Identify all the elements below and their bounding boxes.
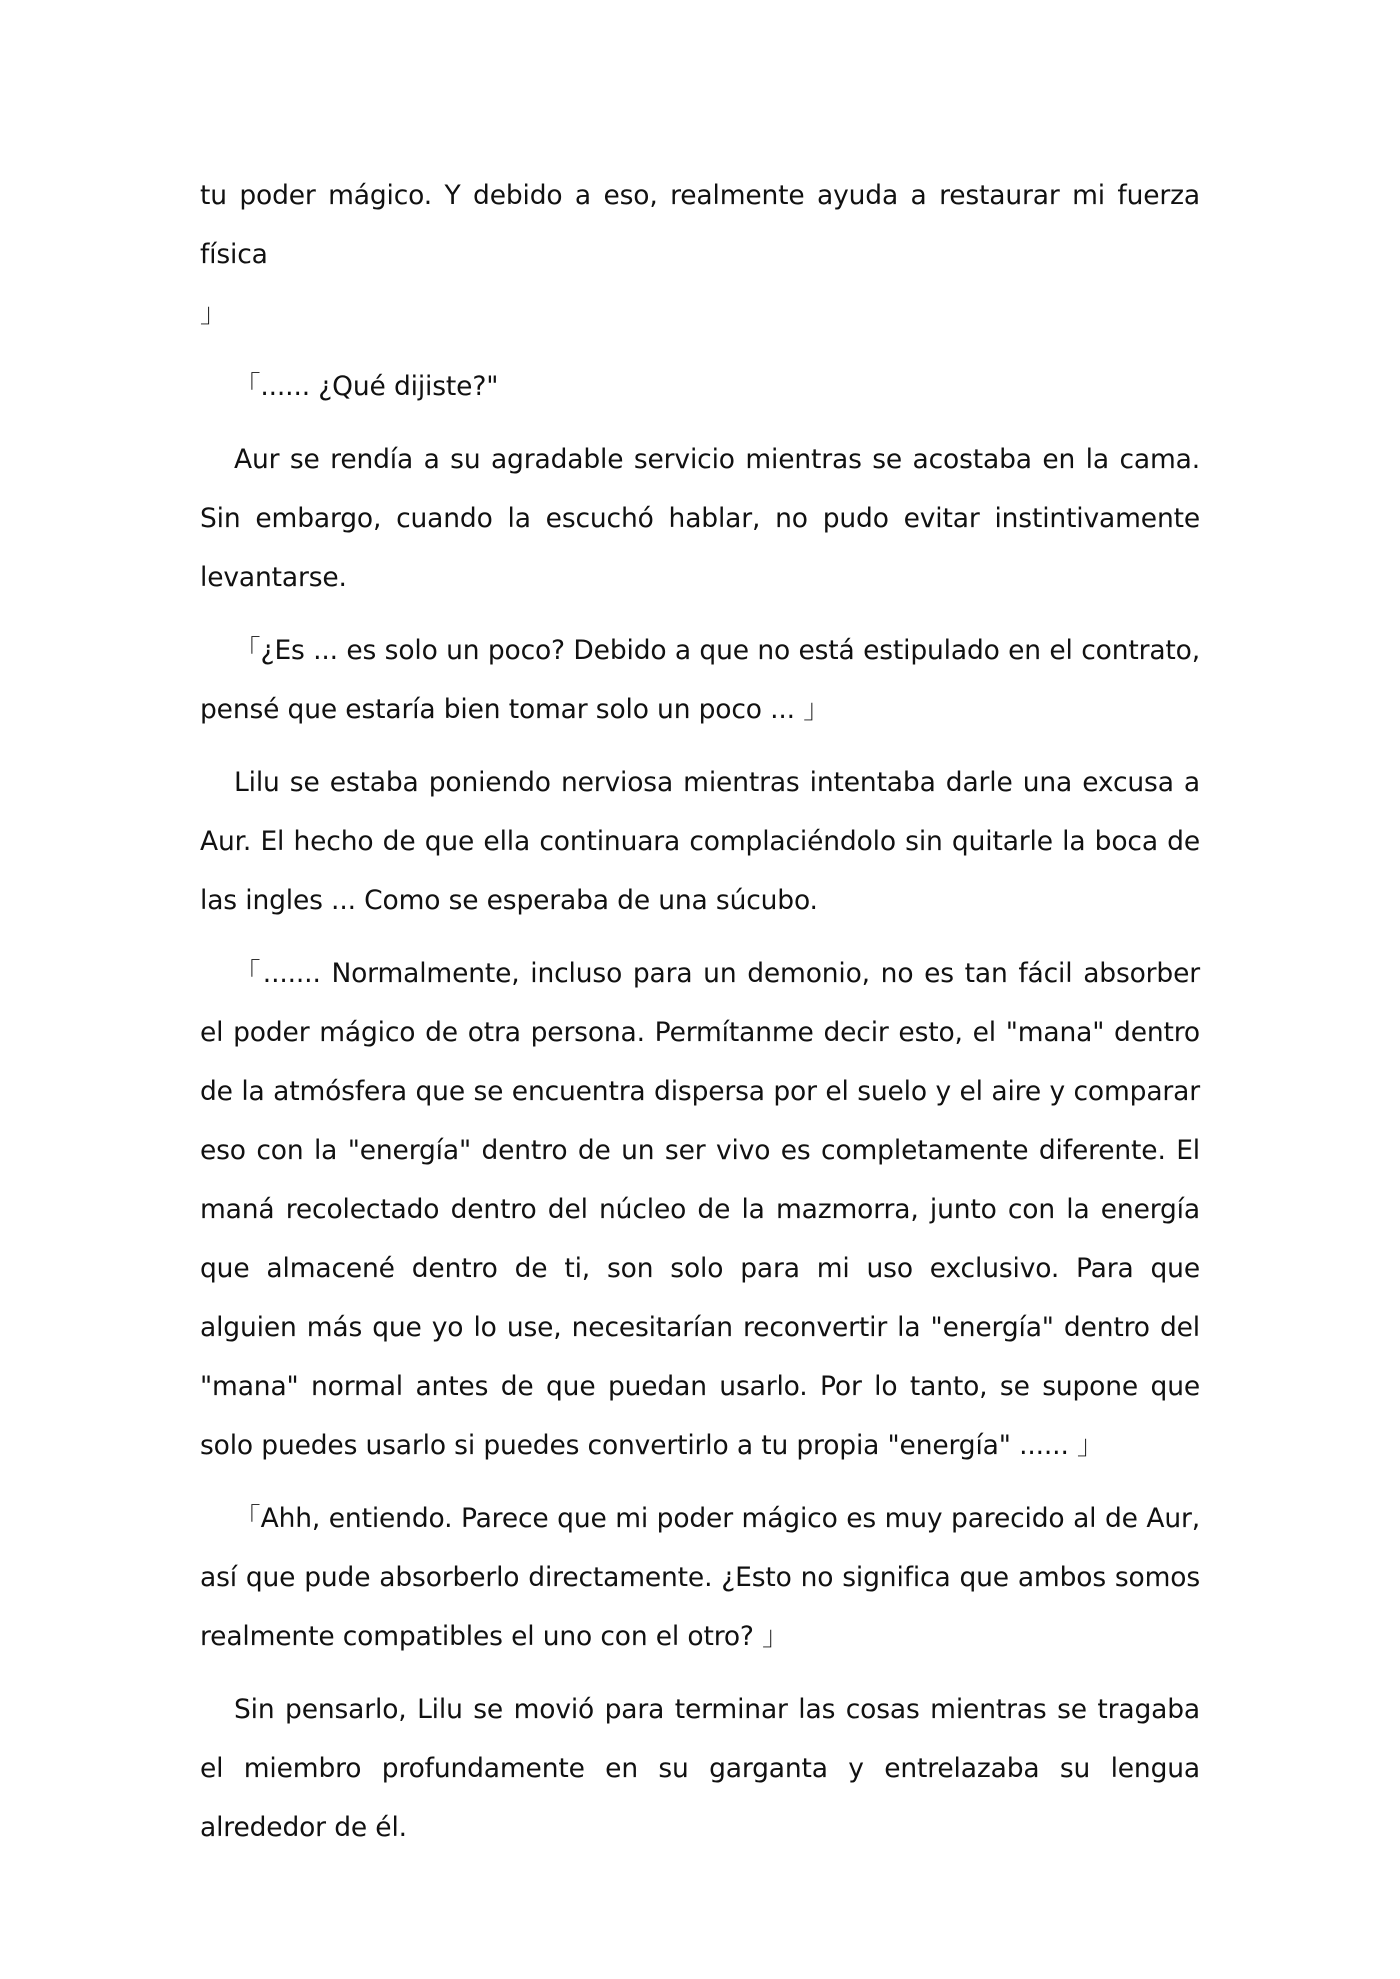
paragraph-dialogue-3: 「....... Normalmente, incluso para un demonio, no es tan fácil absorber el poder mágico de otra persona. Permítanme decir esto, el "mana" dentro de la atmósfera que se encuentra dispersa por el suelo y el aire y comparar eso con la "energía" dentro de un ser vivo es completamente diferente. El maná recolectado dentro del núcleo de la mazmorra, junto con la energía que almacené dentro de ti, son solo para mi uso exclusivo. Para que alguien más que yo lo use, necesitarían reconvertir la "energía" dentro del "mana" normal antes de que puedan usarlo. Por lo tanto, se supone que solo puedes usarlo si puedes convertirlo a tu propia "energía" ...... 」 [200, 958, 1200, 1461]
paragraph-continuation: tu poder mágico. Y debido a eso, realmente ayuda a restaurar mi fuerza física [200, 180, 1200, 270]
paragraph-dialogue-1: 「...... ¿Qué dijiste?" [234, 371, 499, 402]
paragraph-narration-2: Lilu se estaba poniendo nerviosa mientras intentaba darle una excusa a Aur. El hecho de que ella continuara complaciéndolo sin quitarle la boca de las ingles ... Como se esperaba de una súcubo. [200, 767, 1200, 916]
paragraph-narration-1: Aur se rendía a su agradable servicio mientras se acostaba en la cama. Sin embargo, cuando la escuchó hablar, no pudo evitar instintivamente levantarse. [200, 444, 1200, 593]
document-body [200, 166, 1200, 1871]
paragraph-narration-3: Sin pensarlo, Lilu se movió para terminar las cosas mientras se tragaba el miembro profundamente en su garganta y entrelazaba su lengua alrededor de él. [200, 1694, 1200, 1843]
paragraph-dialogue-2: 「¿Es ... es solo un poco? Debido a que no está estipulado en el contrato, pensé que estaría bien tomar solo un poco ... 」 [200, 635, 1200, 725]
paragraph-dialogue-4: 「Ahh, entiendo. Parece que mi poder mágico es muy parecido al de Aur, así que pude absorberlo directamente. ¿Esto no significa que ambos somos realmente compatibles el uno con el otro? 」 [200, 1503, 1200, 1652]
paragraph-closing-bracket: 」 [200, 298, 227, 329]
